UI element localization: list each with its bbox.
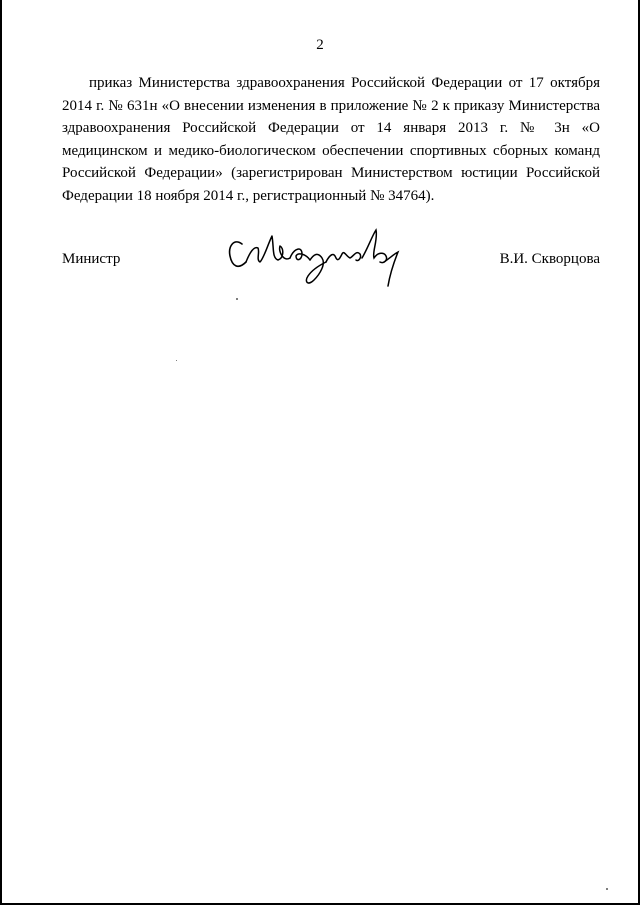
scan-speck <box>176 360 177 361</box>
scan-speck <box>236 298 238 300</box>
page-number: 2 <box>316 37 324 53</box>
order-reference-paragraph: приказ Министерства здравоохранения Российской Федерации от 17 октября 2014 г. № 631н «О внесении изменения в приложение № 2 к приказу Министерства здравоохранения Российской Федерации от 14 января 2013 г. № 3н «О медицинском и медико-биологическом обеспечении спортивных сборных команд Российской Федерации» (зарегистрирован Министерством юстиции Российской Федерации 18 ноября 2014 г., регистрационный № 34764). <box>62 75 600 204</box>
minister-position-label: Министр <box>62 251 121 267</box>
minister-name: В.И. Скворцова <box>499 251 600 267</box>
handwritten-signature <box>222 222 404 294</box>
scan-edge-left <box>0 0 2 905</box>
scan-speck <box>606 888 608 890</box>
